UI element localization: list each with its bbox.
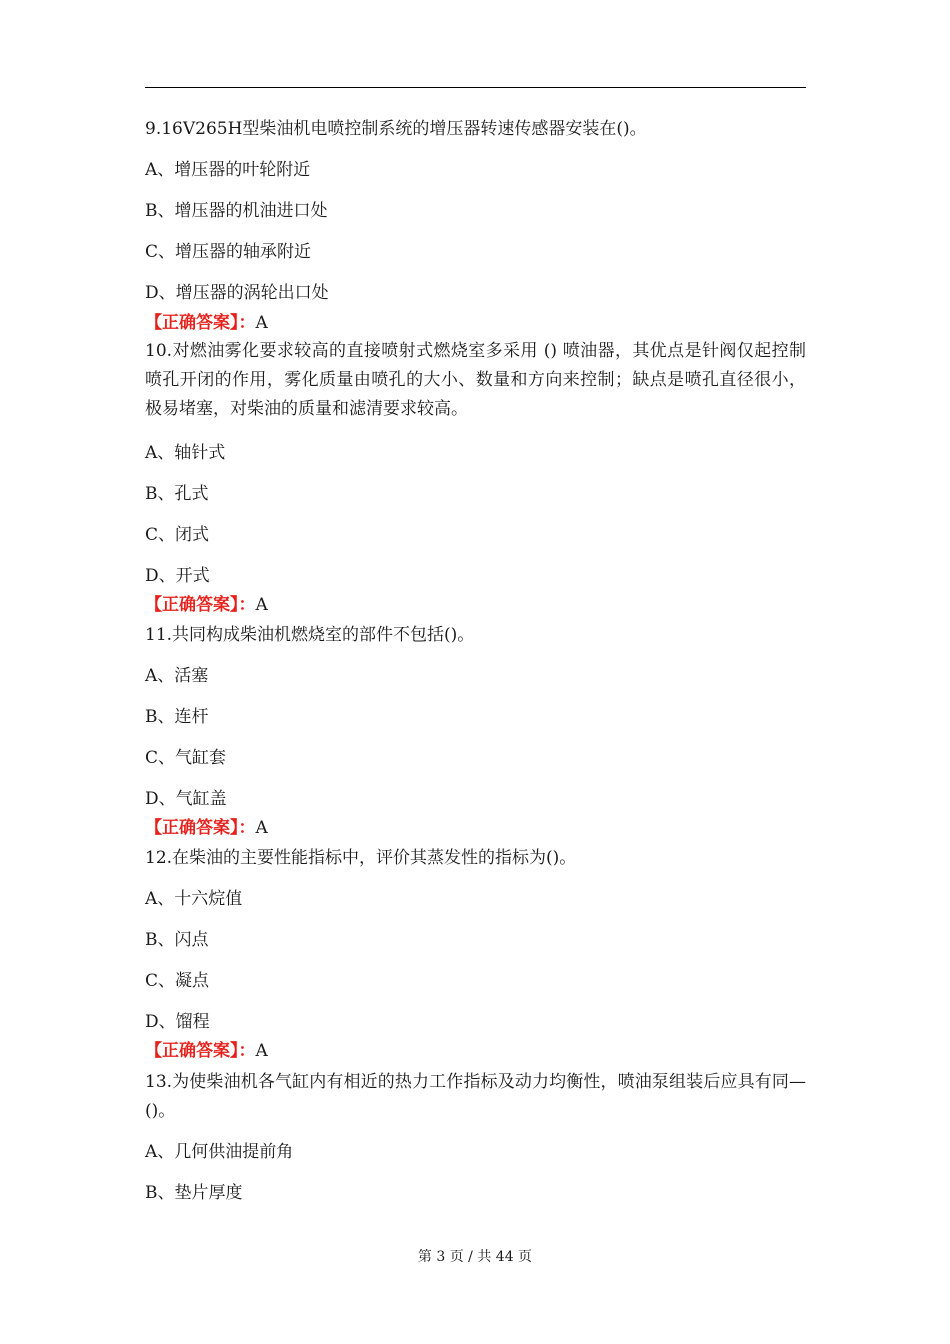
question-12-answer	[145, 1040, 268, 1062]
question-13-text: 13.为使柴油机各气缸内有相近的热力工作指标及动力均衡性，喷油泵组装后应具有同—()。	[145, 1072, 806, 1121]
answer-value: A	[255, 818, 268, 838]
answer-value: A	[255, 313, 268, 333]
question-9-option-d: D、增压器的涡轮出口处	[145, 283, 329, 303]
answer-value: A	[255, 1041, 268, 1061]
question-13-option-a: A、几何供油提前角	[145, 1142, 294, 1162]
question-12-option-c: C、凝点	[145, 971, 210, 991]
question-10-answer	[145, 594, 268, 616]
answer-value: A	[255, 595, 268, 615]
question-12-option-a: A、十六烷值	[145, 889, 243, 909]
question-10-option-d: D、开式	[145, 566, 210, 586]
question-9-option-b: B、增压器的机油进口处	[145, 201, 328, 221]
question-12-option-b: B、闪点	[145, 930, 209, 950]
question-9-option-c: C、增压器的轴承附近	[145, 242, 312, 262]
question-11-option-b: B、连杆	[145, 707, 209, 727]
question-11-option-c: C、气缸套	[145, 748, 227, 768]
answer-label: 【正确答案】：	[145, 1041, 256, 1061]
question-10-option-c: C、闭式	[145, 525, 210, 545]
question-12-option-d: D、馏程	[145, 1012, 210, 1032]
question-9-option-a: A、增压器的叶轮附近	[145, 160, 311, 180]
question-9-text: 9.16V265H型柴油机电喷控制系统的增压器转速传感器安装在()。	[145, 119, 647, 139]
question-10-text: 10.对燃油雾化要求较高的直接喷射式燃烧室多采用 () 喷油器，其优点是针阀仅起控制喷孔开闭的作用，雾化质量由喷孔的大小、数量和方向来控制；缺点是喷孔直径很小，极易堵塞，对柴油的质量和滤清要求较高。	[145, 341, 806, 419]
question-9-answer	[145, 312, 268, 334]
question-11-answer	[145, 817, 268, 839]
answer-label: 【正确答案】：	[145, 313, 256, 333]
question-10-option-a: A、轴针式	[145, 443, 226, 463]
question-13-option-b: B、垫片厚度	[145, 1183, 243, 1203]
answer-label: 【正确答案】：	[145, 595, 256, 615]
question-12-text: 12.在柴油的主要性能指标中，评价其蒸发性的指标为()。	[145, 848, 577, 868]
question-11-text: 11.共同构成柴油机燃烧室的部件不包括()。	[145, 625, 475, 645]
question-10-option-b: B、孔式	[145, 484, 209, 504]
answer-label: 【正确答案】：	[145, 818, 256, 838]
page-number-footer: 第 3 页 / 共 44 页	[417, 1249, 533, 1265]
question-11-option-a: A、活塞	[145, 666, 209, 686]
header-rule	[145, 87, 806, 88]
question-11-option-d: D、气缸盖	[145, 789, 227, 809]
